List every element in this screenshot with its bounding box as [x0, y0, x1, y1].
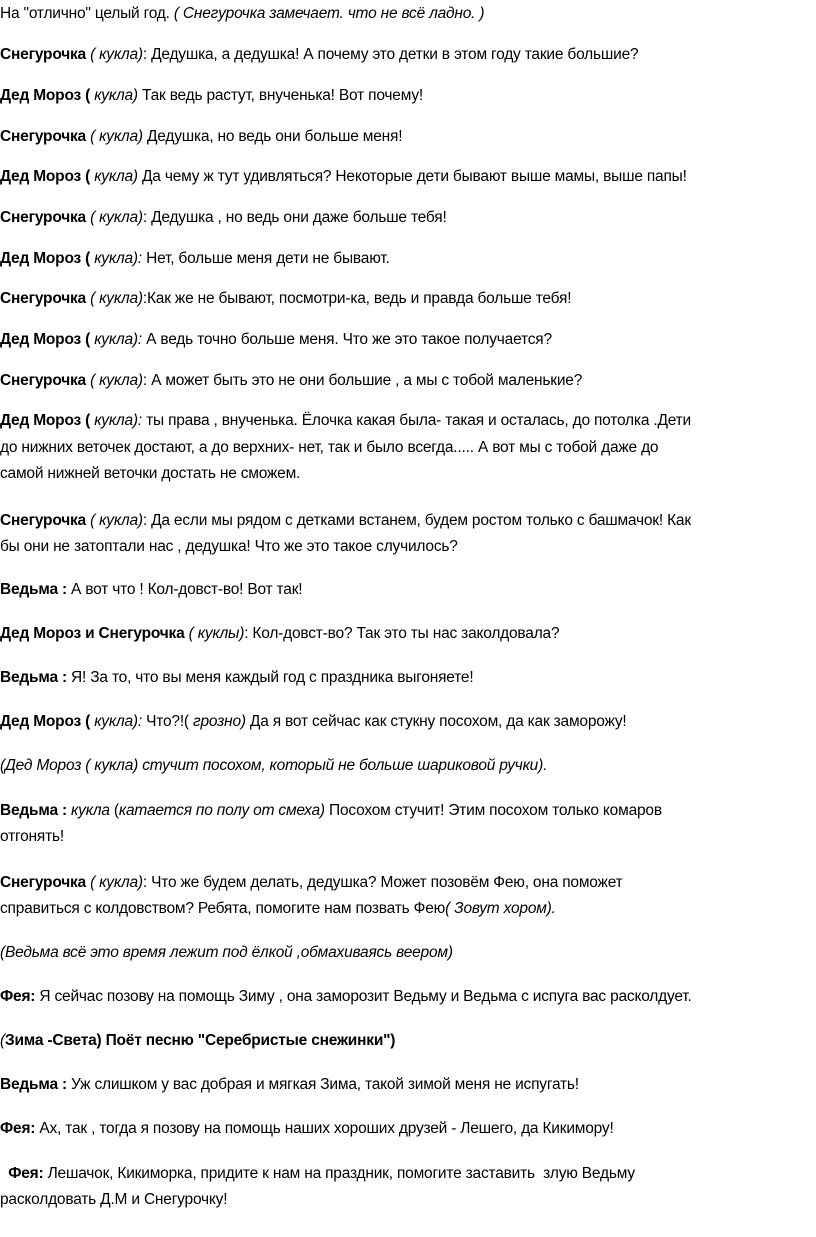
- speaker: Снегурочка: [0, 372, 86, 389]
- speaker: Ведьма :: [0, 1076, 67, 1093]
- line-text: Так ведь растут, внученька! Вот почему!: [137, 87, 423, 104]
- line-text: самой нижней веточки достать не сможем.: [0, 465, 301, 482]
- line-text: Дедушка, но ведь они больше меня!: [142, 128, 403, 145]
- stage-direction: ( Снегурочка замечает. что не всё ладно. ): [173, 5, 485, 22]
- paragraph-9: [0, 369, 816, 393]
- stage-direction: ( Зовут хором).: [445, 900, 556, 917]
- line-text: Что?!(: [142, 713, 189, 730]
- paragraph-0: [0, 2, 816, 26]
- line-text: Посохом стучит! Этим посохом только комаров: [324, 802, 662, 819]
- paragraph-11-line-2: [0, 535, 816, 559]
- speaker: Дед Мороз (: [0, 713, 95, 730]
- paragraph-24: [0, 1162, 816, 1186]
- plain-text: На "отлично" целый год.: [0, 5, 174, 22]
- line-text: Нет, больше меня дети не бывают.: [142, 250, 390, 267]
- paragraph-20: [0, 985, 816, 1009]
- line-text: А вот что ! Кол-довст-во! Вот так!: [71, 581, 303, 598]
- paragraph-16: [0, 754, 816, 778]
- paragraph-21: [0, 1029, 816, 1053]
- role-note: ( кукла): [85, 874, 143, 891]
- line-text: справиться с колдовством? Ребята, помогите нам позвать Фею: [0, 900, 446, 917]
- speaker: Снегурочка: [0, 128, 86, 145]
- speaker: Дед Мороз (: [0, 331, 95, 348]
- role-note: кукла): [94, 168, 138, 185]
- paragraph-13: [0, 622, 816, 646]
- role-note: кукла):: [94, 713, 143, 730]
- paragraph-18: [0, 871, 816, 895]
- stage-direction: катается по полу от смеха): [118, 802, 325, 819]
- line-text: (: [109, 802, 119, 819]
- paragraph-17: [0, 799, 816, 823]
- paragraph-17-line-2: [0, 825, 816, 849]
- speaker: Ведьма :: [0, 802, 72, 819]
- line-text: до нижних веточек достают, а до верхних- нет, так и было всегда..... А вот мы с тобой даже до: [0, 439, 659, 456]
- role-note: кукла: [71, 802, 110, 819]
- speaker: Фея:: [0, 988, 36, 1005]
- paragraph-18-line-2: [0, 897, 816, 921]
- line-text: Да чему ж тут удивляться? Некоторые дети бывают выше мамы, выше папы!: [137, 168, 687, 185]
- role-note: ( кукла): [85, 46, 143, 63]
- line-text: расколдовать Д.М и Снегурочку!: [0, 1191, 228, 1208]
- role-note: кукла):: [94, 331, 143, 348]
- paragraph-19: [0, 941, 816, 965]
- paragraph-8: [0, 328, 816, 352]
- speaker: Снегурочка: [0, 874, 86, 891]
- paragraph-2: [0, 84, 816, 108]
- speaker: Дед Мороз (: [0, 250, 95, 267]
- stage-direction: (: [0, 1032, 5, 1049]
- role-note: кукла):: [94, 412, 143, 429]
- line-text: А ведь точно больше меня. Что же это такое получается?: [142, 331, 552, 348]
- speaker: Снегурочка: [0, 512, 86, 529]
- paragraph-10: [0, 409, 816, 433]
- role-note: ( куклы): [184, 625, 245, 642]
- paragraph-15: [0, 710, 816, 734]
- song-note: Зима -Света) Поёт песню "Серебристые снежинки"): [4, 1032, 396, 1049]
- paragraph-5: [0, 206, 816, 230]
- paragraph-6: [0, 247, 816, 271]
- paragraph-4: [0, 165, 816, 189]
- role-note: ( кукла): [85, 290, 143, 307]
- speaker: Снегурочка: [0, 290, 86, 307]
- role-note: ( кукла): [85, 512, 143, 529]
- stage-direction: (Дед Мороз ( кукла) стучит посохом, который не больше шариковой ручки).: [0, 757, 548, 774]
- role-note: ( кукла): [85, 372, 143, 389]
- paragraph-10-line-3: [0, 462, 816, 486]
- speaker: Дед Мороз (: [0, 168, 95, 185]
- paragraph-23: [0, 1117, 816, 1141]
- role-note: кукла): [94, 87, 138, 104]
- paragraph-1: [0, 43, 816, 67]
- speaker: Снегурочка: [0, 209, 86, 226]
- paragraph-3: [0, 125, 816, 149]
- line-text: : Да если мы рядом с детками встанем, будем ростом только с башмачок! Как: [142, 512, 691, 529]
- speaker: Фея:: [0, 1165, 44, 1182]
- speaker: Дед Мороз (: [0, 87, 95, 104]
- line-text: Лешачок, Кикиморка, придите к нам на праздник, помогите заставить злую Ведьму: [43, 1165, 635, 1182]
- speaker: Снегурочка: [0, 46, 86, 63]
- paragraph-22: [0, 1073, 816, 1097]
- paragraph-12: [0, 578, 816, 602]
- line-text: : А может быть это не они большие , а мы с тобой маленькие?: [142, 372, 583, 389]
- line-text: : Что же будем делать, дедушка? Может позовём Фею, она поможет: [142, 874, 623, 891]
- line-text: : Дедушка, а дедушка! А почему это детки в этом году такие большие?: [142, 46, 639, 63]
- speaker: Дед Мороз (: [0, 412, 95, 429]
- role-note: кукла):: [94, 250, 143, 267]
- paragraph-24-line-2: [0, 1188, 816, 1212]
- speaker: Дед Мороз и Снегурочка: [0, 625, 185, 642]
- line-text: Да я вот сейчас как стукну посохом, да как заморожу!: [245, 713, 627, 730]
- paragraph-14: [0, 666, 816, 690]
- speaker: Ведьма :: [0, 669, 72, 686]
- speaker: Фея:: [0, 1120, 36, 1137]
- line-text: Ах, так , тогда я позову на помощь наших хороших друзей - Лешего, да Кикимору!: [35, 1120, 614, 1137]
- role-note: грозно): [188, 713, 246, 730]
- stage-direction: (Ведьма всё это время лежит под ёлкой ,обмахиваясь веером): [0, 944, 453, 961]
- line-text: :Как же не бывают, посмотри-ка, ведь и правда больше тебя!: [142, 290, 572, 307]
- paragraph-11: [0, 509, 816, 533]
- paragraph-7: [0, 287, 816, 311]
- line-text: Я! За то, что вы меня каждый год с праздника выгоняете!: [71, 669, 474, 686]
- line-text: Я сейчас позову на помощь Зиму , она заморозит Ведьму и Ведьма с испуга вас расколдует.: [35, 988, 692, 1005]
- line-text: отгонять!: [0, 828, 64, 845]
- line-text: Уж слишком у вас добрая и мягкая Зима, такой зимой меня не испугать!: [66, 1076, 579, 1093]
- line-text: бы они не затоптали нас , дедушка! Что же это такое случилось?: [0, 538, 458, 555]
- role-note: ( кукла): [85, 209, 143, 226]
- line-text: : Кол-довст-во? Так это ты нас заколдовала?: [244, 625, 560, 642]
- line-text: : Дедушка , но ведь они даже больше тебя!: [142, 209, 447, 226]
- speaker: Ведьма :: [0, 581, 72, 598]
- paragraph-10-line-2: [0, 436, 816, 460]
- line-text: ты права , внученька. Ёлочка какая была- такая и осталась, до потолка .Дети: [142, 412, 692, 429]
- role-note: ( кукла): [85, 128, 143, 145]
